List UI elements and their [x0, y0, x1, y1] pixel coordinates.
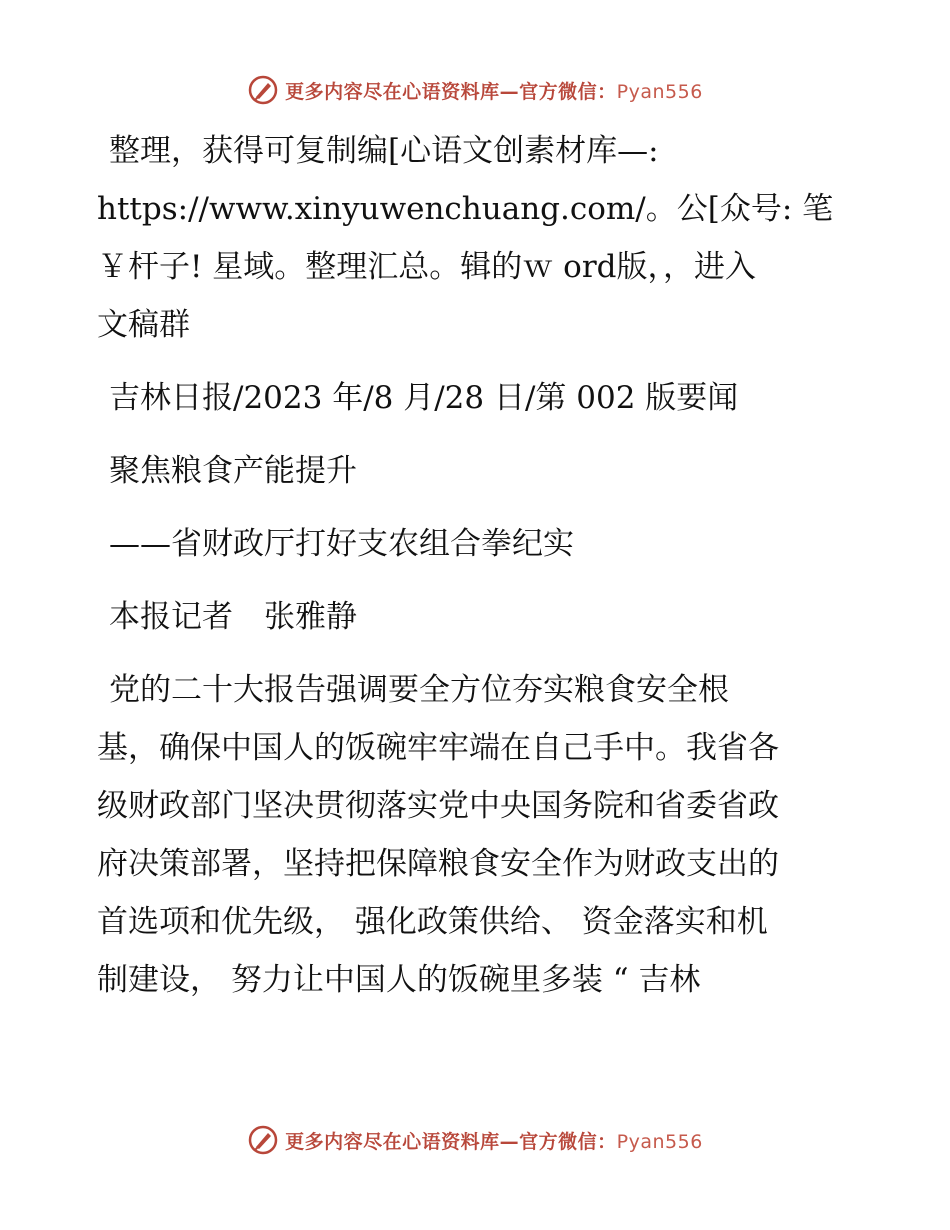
watermark-account: Pyan556	[616, 1130, 703, 1153]
subheadline: ——省财政厅打好支农组合拳纪实	[109, 526, 574, 562]
watermark-text: 更多内容尽在心语资料库—官方微信：Pyan556	[285, 1130, 703, 1153]
intro-line-2: https://www.xinyuwenchuang.com/。公[众号: 笔	[97, 191, 834, 227]
body-line-4: 府决策部署，坚持把保障粮食安全作为财政支出的	[97, 846, 779, 882]
body-line-2: 基，确保中国人的饭碗牢牢端在自己手中。我省各	[97, 730, 779, 766]
headline: 聚焦粮食产能提升	[109, 453, 357, 489]
intro-line-4: 文稿群	[97, 307, 190, 343]
source-line: 吉林日报/2023 年/8 月/28 日/第 002 版要闻	[109, 380, 739, 416]
top-watermark-banner	[0, 70, 950, 110]
document-body	[97, 122, 867, 1009]
bottom-watermark-banner	[0, 1120, 950, 1160]
intro-line-1: 整理，获得可复制编[心语文创素材库—:	[109, 133, 659, 169]
body-line-6: 制建设， 努力让中国人的饭碗里多装 “ 吉林	[97, 962, 701, 998]
watermark-account: Pyan556	[616, 80, 703, 103]
body-line-3: 级财政部门坚决贯彻落实党中央国务院和省委省政	[97, 788, 779, 824]
body-line-5: 首选项和优先级， 强化政策供给、 资金落实和机	[97, 904, 768, 940]
watermark-text: 更多内容尽在心语资料库—官方微信：Pyan556	[285, 80, 703, 103]
intro-line-3: ￥杆子! 星域。整理汇总。辑的ｗ ord版，，进入	[97, 249, 756, 285]
byline: 本报记者 张雅静	[109, 599, 357, 635]
body-line-1: 党的二十大报告强调要全方位夯实粮食安全根	[109, 672, 729, 708]
quill-pen-seal-icon	[247, 1124, 279, 1156]
quill-pen-seal-icon	[247, 74, 279, 106]
